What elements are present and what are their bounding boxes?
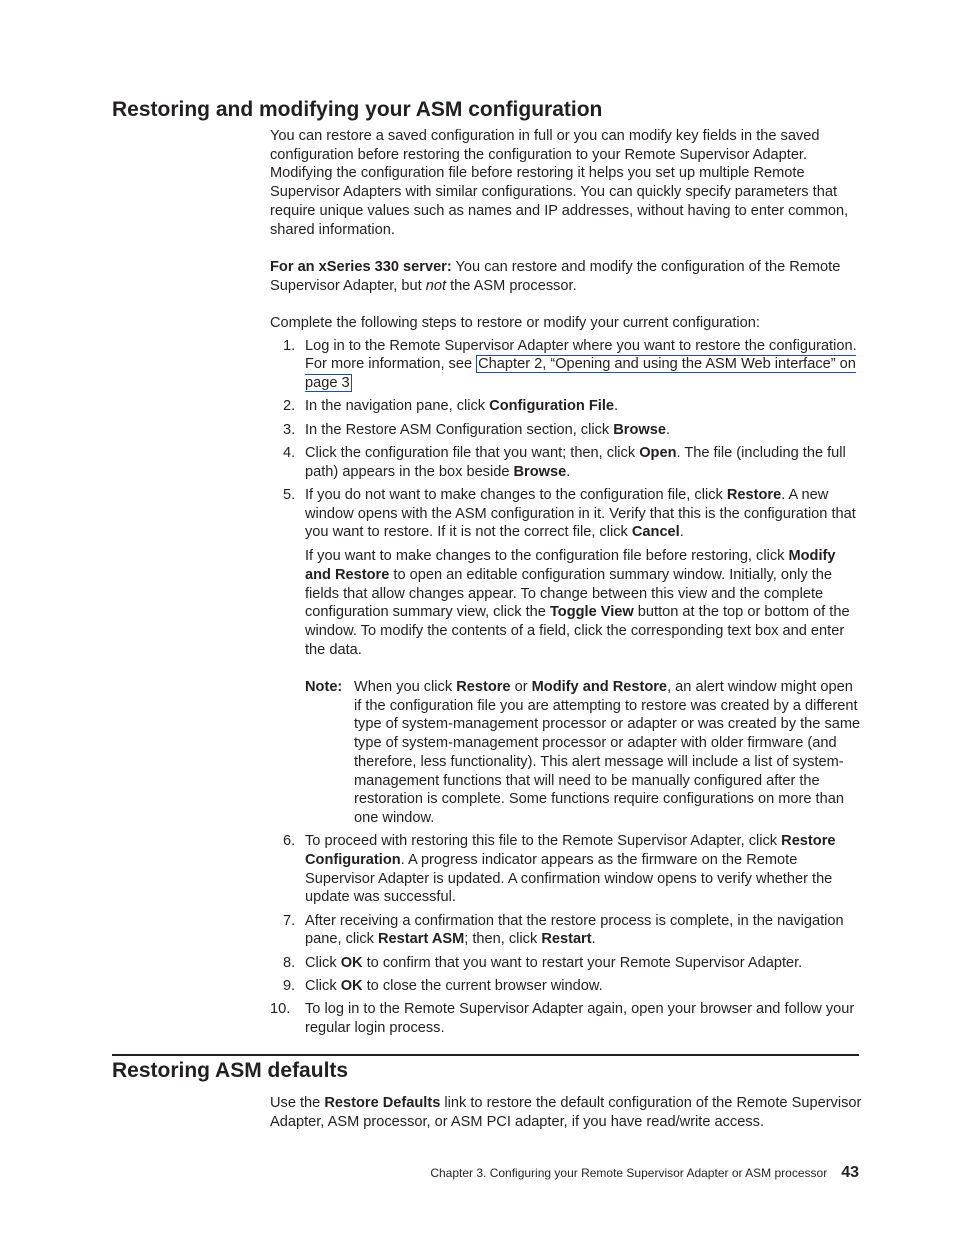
step-text: to close the current browser window.	[362, 977, 603, 994]
step-bold: OK	[340, 977, 363, 994]
step-bold: Toggle View	[549, 604, 634, 621]
step-text: After receiving a confirmation that the restore process is complete, in the navigation pane, click	[305, 912, 844, 948]
step-text: To proceed with restoring this file to the Remote Supervisor Adapter, click	[305, 833, 782, 850]
list-item	[270, 1000, 862, 1037]
step-number: 4.	[283, 445, 296, 461]
xseries-text: You can restore and modify the configuration of the Remote Supervisor Adapter, but	[270, 258, 841, 294]
list-item	[270, 486, 862, 828]
step-number: 7.	[283, 912, 296, 929]
footer-chapter: Chapter 3. Configuring your Remote Supervisor Adapter or ASM processor	[430, 1166, 828, 1180]
step-text: In the navigation pane, click	[305, 398, 490, 415]
list-item	[270, 444, 862, 481]
step-number: 9.	[283, 977, 296, 994]
step-text: Click the configuration file that you want; then, click	[305, 445, 640, 461]
step-bold: Open	[639, 445, 677, 461]
section-title-restoring-defaults: Restoring ASM defaults	[112, 1059, 349, 1082]
step-number: 5.	[283, 487, 296, 503]
step-text: button at the top or bottom of the window. To modify the contents of a field, click the corresponding text box and enter the data.	[305, 604, 850, 658]
section-title-restoring-modifying: Restoring and modifying your ASM configuration	[112, 98, 603, 121]
step-bold: Configuration File	[489, 398, 615, 415]
step-number: 2.	[283, 398, 296, 415]
list-item	[270, 337, 862, 393]
step5-paragraph	[305, 486, 862, 542]
step-text: to confirm that you want to restart your Remote Supervisor Adapter.	[362, 954, 803, 971]
step-bold: Browse	[513, 463, 567, 480]
step-bold: Restore Configuration	[305, 833, 836, 868]
step-text: Click	[305, 954, 341, 971]
step-bold: Browse	[613, 421, 666, 438]
step-number: 8.	[283, 954, 296, 971]
steps-intro: Complete the following steps to restore or modify your current configuration:	[270, 315, 760, 331]
step5-paragraph-2	[305, 547, 862, 659]
xseries-paragraph	[270, 258, 862, 295]
step-text: to open an editable configuration summary window. Initially, only the fields that allow changes appear. To change between this view and the complete configuration summary view, click the	[305, 566, 833, 621]
note-bold: Modify and Restore	[531, 679, 668, 696]
step-text: Log in to the Remote Supervisor Adapter where you want to restore the configuration. For more information, see	[305, 337, 857, 373]
list-item	[270, 977, 862, 996]
note-part: When you click	[354, 679, 457, 696]
defaults-bold: Restore Defaults	[324, 1095, 441, 1111]
xseries-not: not	[425, 277, 447, 294]
page-footer	[430, 1164, 859, 1182]
step-bold: OK	[340, 954, 363, 971]
chapter2-link[interactable]: Chapter 2, “Opening and using the ASM Web interface” on page 3	[305, 356, 856, 392]
step-bold: Restore	[726, 487, 782, 503]
step-text: .	[679, 524, 684, 541]
note-part: , an alert window might open if the configuration file you are attempting to restore was created by a different type of system-management processor or adapter or was created by the same type of system-management processor or adapter with older firmware (and therefore, less functionality). This alert message will include a list of system-management functions that will need to be manually configured after the restoration is complete. Some functions require configurations on more than one window.	[354, 679, 861, 826]
step-bold: Restart	[541, 931, 592, 948]
step-text: In the Restore ASM Configuration section, click	[305, 421, 614, 438]
list-item	[270, 954, 862, 973]
step-text: .	[591, 931, 596, 948]
note-part: or	[510, 679, 532, 696]
step-bold: Restart ASM	[378, 931, 465, 948]
step-number: 3.	[283, 421, 296, 438]
step-text: . A progress indicator appears as the firmware on the Remote Supervisor Adapter is updated. A confirmation window opens to verify whether the update was successful.	[305, 851, 833, 906]
defaults-text: Use the	[270, 1095, 325, 1111]
section2-body	[270, 1094, 862, 1131]
step-text: Click	[305, 977, 341, 994]
note-bold: Restore	[456, 679, 511, 696]
section-divider	[112, 1054, 859, 1056]
step-text: If you want to make changes to the configuration file before restoring, click	[305, 548, 789, 565]
note-block	[305, 678, 862, 828]
step-text: .	[566, 463, 571, 480]
xseries-label: For an xSeries 330 server:	[270, 258, 452, 275]
list-item	[270, 832, 862, 907]
page-number: 43	[841, 1164, 859, 1181]
section1-body	[270, 127, 862, 1042]
step-text: . The file (including the full path) appears in the box beside	[305, 445, 846, 480]
step-number: 10.	[270, 1001, 291, 1018]
xseries-text-end: the ASM processor.	[446, 277, 577, 294]
step-number: 6.	[283, 833, 296, 850]
step-bold: Cancel	[631, 524, 680, 541]
step-text: If you do not want to make changes to the configuration file, click	[305, 487, 727, 503]
step-text: .	[614, 398, 619, 415]
step-text: To log in to the Remote Supervisor Adapter again, open your browser and follow your regular login process.	[305, 1001, 855, 1036]
note-label: Note:	[305, 679, 343, 696]
defaults-text-end: link to restore the default configuration of the Remote Supervisor Adapter, ASM processor, or ASM PCI adapter, if you have read/write access.	[270, 1095, 862, 1130]
intro-paragraph: You can restore a saved configuration in full or you can modify key fields in the saved configuration before restoring the configuration to your Remote Supervisor Adapter. Modifying the configuration file before restoring it helps you set up multiple Remote Supervisor Adapters with similar configurations. You can quickly specify parameters that require unique values such as names and IP addresses, without having to enter common, shared information.	[270, 128, 849, 238]
defaults-paragraph	[270, 1094, 862, 1131]
step-text: .	[665, 421, 671, 438]
step-text: . A new window opens with the ASM configuration in it. Verify that this is the configuration that you want to restore. If it is not the correct file, click	[305, 487, 856, 541]
step-text: ; then, click	[464, 931, 542, 948]
list-item	[270, 421, 862, 440]
step-bold: Modify and Restore	[305, 548, 836, 583]
step-number: 1.	[283, 337, 296, 354]
list-item	[270, 912, 862, 949]
list-item	[270, 397, 862, 416]
steps-list	[270, 337, 862, 1038]
note-text	[354, 678, 862, 828]
